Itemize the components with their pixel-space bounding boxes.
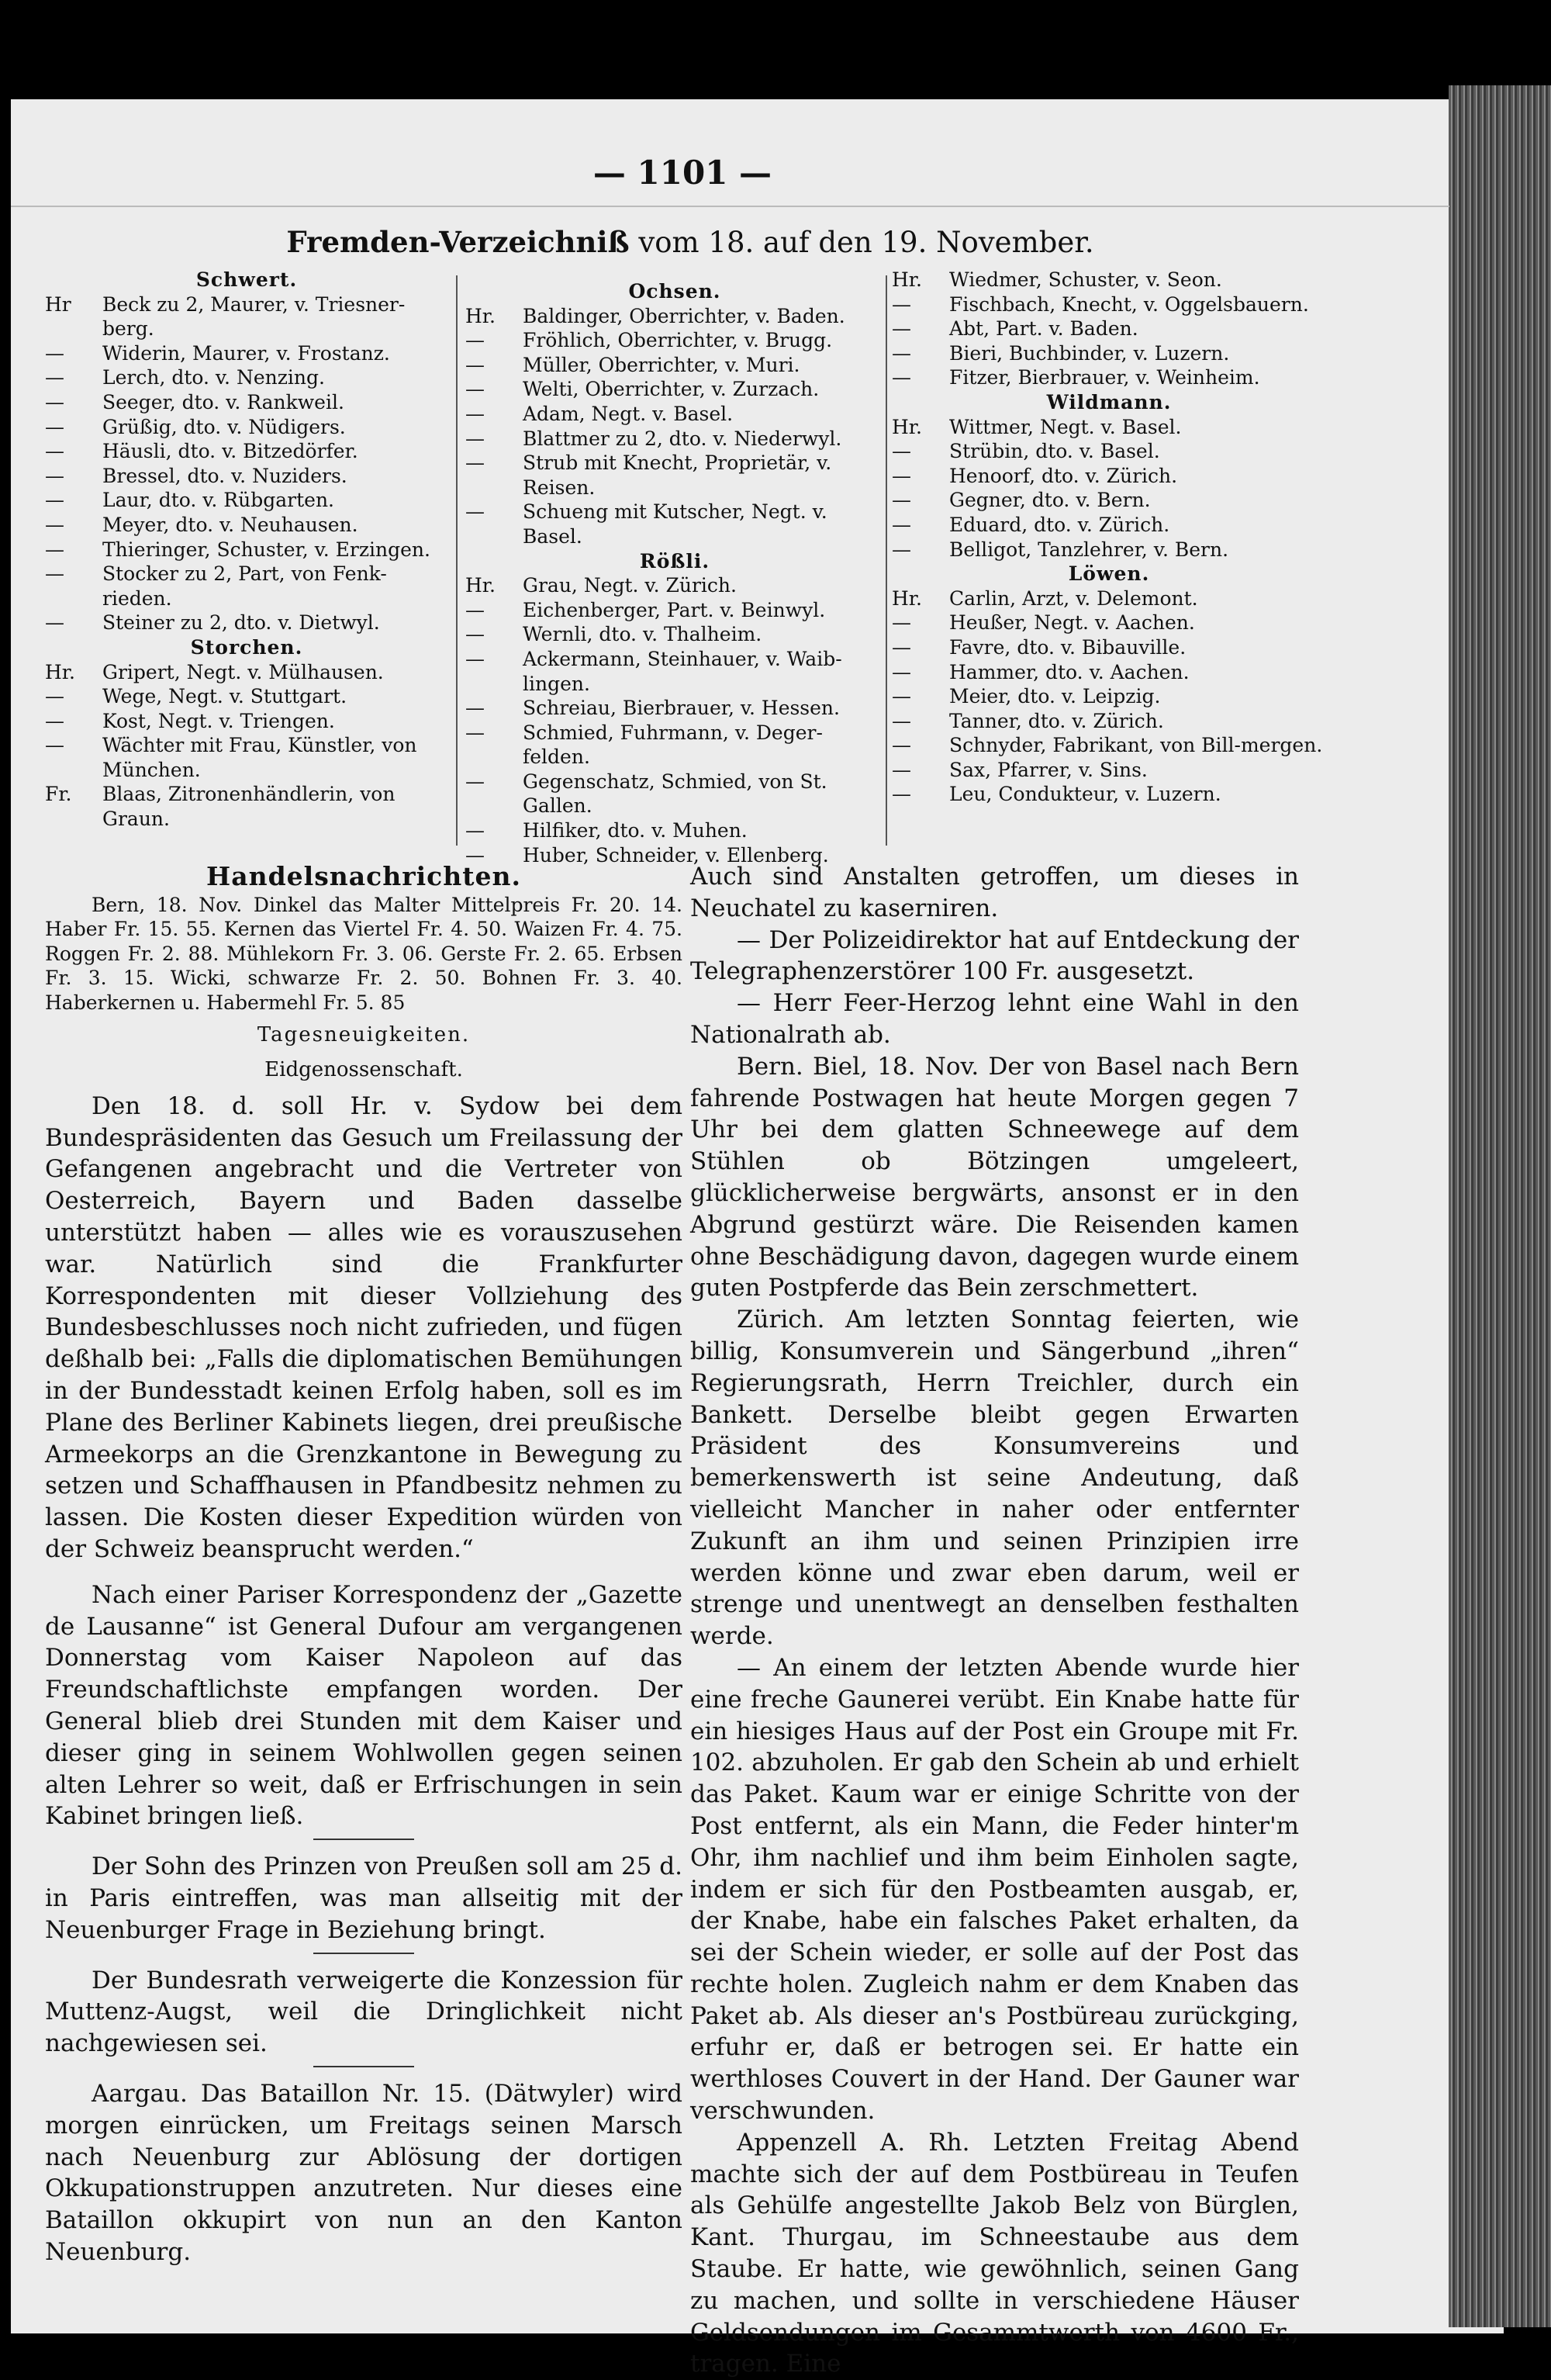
entry-prefix: Hr. [892,415,922,438]
entry-prefix: — [465,402,485,425]
entry-prefix: — [465,647,485,670]
entry-prefix: — [892,758,911,781]
guest-entry [465,377,884,402]
entry-prefix: — [892,292,911,316]
entry-prefix: — [465,451,485,475]
guest-entry [892,709,1326,734]
entry-text: Gegner, dto. v. Bern. [949,489,1151,512]
entry-prefix: — [45,685,64,708]
entry-prefix: — [892,660,911,683]
entry-prefix: — [465,697,485,720]
article-polizei: — Der Polizeidirektor hat auf Entdeckung der Telegraphenzerstörer 100 Fr. ausgesetzt. [690,925,1299,986]
entry-text: Wernli, dto. v. Thalheim. [523,623,762,646]
entry-prefix: — [892,611,911,635]
guest-entry [45,439,448,464]
guest-entry [892,268,1326,292]
guest-entry [45,341,448,366]
entry-text: Strub mit Knecht, Proprietär, v. Reisen. [523,451,832,499]
entry-prefix: Hr. [465,304,496,327]
entry-text: Widerin, Maurer, v. Frostanz. [102,341,390,365]
guest-entry [892,684,1326,709]
guest-entry [465,721,884,770]
entry-text: Favre, dto. v. Bibauville. [949,635,1187,659]
entry-text: Belligot, Tanzlehrer, v. Bern. [949,538,1229,561]
entry-text: Wege, Negt. v. Stuttgart. [102,685,347,708]
entry-prefix: — [892,341,911,365]
entry-text: Fischbach, Knecht, v. Oggelsbauern. [949,292,1309,316]
page-number: — 1101 — [592,154,772,192]
entry-prefix: — [45,440,64,463]
guest-entry [892,513,1326,538]
guest-entry [45,488,448,513]
register-column-3 [892,268,1326,807]
register-column-1 [45,268,448,832]
guest-entry [45,292,448,341]
guest-entry [465,427,884,451]
entry-text: Tanner, dto. v. Zürich. [949,709,1164,732]
entry-prefix: Hr. [45,660,75,683]
entry-prefix: — [892,709,911,732]
entry-text: Lerch, dto. v. Nenzing. [102,366,325,389]
entry-prefix: — [465,819,485,842]
entry-prefix: — [45,464,64,487]
entry-prefix: — [465,770,485,793]
entry-text: Schreiau, Bierbrauer, v. Hessen. [523,697,840,720]
guest-entry [892,464,1326,489]
header-shadow-line [11,206,1449,207]
article-appenzell: Appenzell A. Rh. Letzten Freitag Abend machte sich der auf dem Postbüreau in Teufen als Gehülfe angestellte Jakob Belz von Bürglen, Kant. Thurgau, im Schneestaube aus dem Staube. Er hatte, wie gewöhnlich, seinen Gang zu machen, und sollte in verschiedene Häuser Geldsendungen im Gesammtwerth von 4600 Fr., tragen. Eine [690,2128,1299,2378]
guest-entry [892,758,1326,783]
guest-entry [465,573,884,598]
guest-entry [45,709,448,734]
entry-text: Ackermann, Steinhauer, v. Waib-lingen. [523,647,842,695]
guest-entry [45,611,448,635]
entry-prefix: — [892,440,911,463]
guest-entry [892,733,1326,758]
guest-entry [892,611,1326,635]
book-spine [1449,85,1551,2327]
entry-prefix: — [465,623,485,646]
article-konzession: Der Bundesrath verweigerte die Konzession für Muttenz-Augst, weil die Dringlichkeit nicht nachgewiesen sei. [45,1966,682,2058]
guest-entry [465,500,884,548]
entry-text: Bieri, Buchbinder, v. Luzern. [949,341,1230,365]
entry-text: Thieringer, Schuster, v. Erzingen. [102,538,430,561]
entry-text: Hammer, dto. v. Aachen. [949,660,1190,683]
entry-prefix: — [465,353,485,376]
entry-text: Gegenschatz, Schmied, von St. Gallen. [523,770,827,818]
guest-entry [892,488,1326,513]
entry-text: Carlin, Arzt, v. Delemont. [949,586,1198,610]
entry-prefix: Hr. [892,268,922,291]
guest-entry [465,451,884,500]
entry-text: Blattmer zu 2, dto. v. Niederwyl. [523,427,842,450]
separator-rule [313,1839,414,1840]
entry-prefix: — [45,709,64,732]
guest-entry [45,684,448,709]
entry-prefix: — [45,538,64,561]
guest-entry [892,538,1326,562]
entry-text: Schnyder, Fabrikant, von Bill-mergen. [949,734,1323,757]
article-dufour: Nach einer Pariser Korrespondenz der „Gazette de Lausanne“ ist General Dufour am vergangenen Donnerstag vom Kaiser Napoleon auf das Freundschaftlichste empfangen worden. Der General blieb drei Stunden mit dem Kaiser und dieser ging in seinem Wohlwollen gegen seinen alten Lehrer so weit, daß er Erfrischungen in sein Kabinet bringen ließ. [45,1580,682,1831]
entry-text: Henoorf, dto. v. Zürich. [949,464,1178,487]
entry-text: Gripert, Negt. v. Mülhausen. [102,660,384,683]
entry-text: Meier, dto. v. Leipzig. [949,685,1161,708]
register-title-bold: Fremden-Verzeichniß [286,225,630,259]
article-biel: Bern. Biel, 18. Nov. Der von Basel nach Bern fahrende Postwagen hat heute Morgen gegen 7 Uhr bei dem glatten Schneewege auf dem Stühlen ob Bötzingen umgeleert, glücklicherweise bergwärts, ansonst er in den Abgrund gestürzt wäre. Die Reisenden kamen ohne Beschädigung davon, dagegen wurde einem guten Postpferde das Bein zerschmettert. [690,1052,1299,1302]
guest-entry [465,598,884,623]
entry-prefix: Hr. [892,586,922,610]
entry-text: Beck zu 2, Maurer, v. Triesner-berg. [102,292,406,341]
entry-prefix: — [465,843,485,867]
hotel-heading: Schwert. [195,268,298,291]
handel-prices: Bern, 18. Nov. Dinkel das Malter Mittelpreis Fr. 20. 14. Haber Fr. 15. 55. Kernen das Viertel Fr. 4. 50. Waizen Fr. 4. 75. Roggen Fr. 2. 88. Mühlekorn Fr. 3. 06. Gerste Fr. 2. 65. Erbsen Fr. 3. 15. Wicki, schwarze Fr. 2. 50. Bohnen Fr. 3. 40. Haberkernen u. Habermehl Fr. 5. 85 [45,893,682,1014]
entry-text: Welti, Oberrichter, v. Zurzach. [523,378,820,401]
entry-text: Schmied, Fuhrmann, v. Deger-felden. [523,721,823,769]
guest-entry [892,292,1326,317]
hotel-heading: Wildmann. [1046,390,1172,413]
guest-entry [892,635,1326,660]
guest-entry [45,733,448,782]
entry-prefix: — [45,489,64,512]
entry-text: Strübin, dto. v. Basel. [949,440,1160,463]
guest-entry [892,365,1326,390]
guest-entry [465,622,884,647]
guest-entry [892,782,1326,807]
guest-entry [45,390,448,415]
guest-entry [892,439,1326,464]
left-news-column [45,861,682,2268]
guest-entry [892,586,1326,611]
guest-entry [45,365,448,390]
entry-prefix: — [45,734,64,757]
article-aargau: Aargau. Das Bataillon Nr. 15. (Dätwyler) wird morgen einrücken, um Freitags seinen Marsch nach Neuenburg zur Ablösung der dortigen Okkupationstruppen anzutreten. Nur dieses eine Bataillon okkupirt von nun an den Kanton Neuenburg. [45,2080,682,2266]
register-title [225,225,1155,259]
entry-prefix: — [892,317,911,341]
entry-text: Meyer, dto. v. Neuhausen. [102,513,358,536]
entry-text: Steiner zu 2, dto. v. Dietwyl. [102,611,380,635]
guest-entry [892,415,1326,440]
guest-entry [892,660,1326,685]
entry-text: Müller, Oberrichter, v. Muri. [523,353,800,376]
entry-prefix: — [45,415,64,438]
entry-text: Abt, Part. v. Baden. [949,317,1138,341]
entry-prefix: — [892,513,911,536]
article-sydow: Den 18. d. soll Hr. v. Sydow bei dem Bundespräsidenten das Gesuch um Freilassung der Gefangenen angebracht und die Vertreter von Oesterreich, Bayern und Baden dasselbe unterstützt haben — alles wie es vorauszusehen war. Natürlich sind die Frankfurter Korrespondenten mit dieser Vollziehung des Bundesbeschlusses noch nicht zufrieden, und fügen deßhalb bei: „Falls die diplomatischen Bemühungen in der Bundesstadt keinen Erfolg haben, soll es im Plane des Berliner Kabinets liegen, drei preußische Armeekorps an die Grenzkantone in Bewegung zu setzen und Schaffhausen in Pfandbesitz nehmen zu lassen. Die Kosten dieser Expedition würden von der Schweiz beansprucht werden.“ [45,1091,682,1564]
entry-prefix: — [465,427,485,450]
entry-prefix: — [45,611,64,635]
entry-text: Sax, Pfarrer, v. Sins. [949,758,1148,781]
entry-prefix: — [45,366,64,389]
hotel-heading: Storchen. [190,635,303,659]
guest-entry [45,415,448,440]
entry-prefix: — [465,598,485,621]
guest-entry [465,770,884,818]
entry-text: Leu, Condukteur, v. Luzern. [949,783,1221,806]
register-title-rest: vom 18. auf den 19. November. [638,226,1094,259]
entry-prefix: — [892,489,911,512]
article-gaunerei: — An einem der letzten Abende wurde hier eine freche Gaunerei verübt. Ein Knabe hatte für ein hiesiges Haus auf der Post ein Groupe mit Fr. 102. abzuholen. Er gab den Schein ab und erhielt das Paket. Kaum war er einige Schritte von der Post entfernt, als ein Mann, die Feder hinter'm Ohr, ihm nachlief und ihm beim Einholen sagte, indem er sich für den Postbeamten ausgab, er, der Knabe, habe ein falsches Paket erhalten, da sei der Schein wieder, er solle auf der Post das rechte holen. Zugleich nahm er dem Knaben das Paket ab. Als dieser an's Postbüreau zurückging, erfuhr er, daß er betrogen sei. Er hatte ein werthloses Couvert in der Hand. Der Gauner war verschwunden. [690,1653,1299,2126]
column-divider [886,275,887,846]
guest-entry [465,647,884,696]
entry-text: Bressel, dto. v. Nuziders. [102,464,347,487]
column-divider [456,275,458,846]
hotel-heading: Ochsen. [628,280,721,303]
entry-text: Blaas, Zitronenhändlerin, von Graun. [102,783,396,831]
entry-prefix: Fr. [45,783,72,806]
article-zuerich: Zürich. Am letzten Sonntag feierten, wie billig, Konsumverein und Sängerbund „ihren“ Regierungsrath, Herrn Treichler, durch ein Bankett. Derselbe bleibt gegen Erwarten Präsident des Konsumvereins und bemerkenswerth ist seine Andeutung, daß vielleicht Mancher in naher oder entfernter Zukunft an ihm und seinen Prinzipien irre werden könne und zwar eben darum, weil er strenge und unentwegt an denselben festhalten werde. [690,1306,1299,1651]
handel-heading: Handelsnachrichten. [206,861,521,891]
entry-text: Häusli, dto. v. Bitzedörfer. [102,440,358,463]
guest-entry [45,660,448,685]
right-news-column [690,861,1299,2380]
entry-text: Fitzer, Bierbrauer, v. Weinheim. [949,366,1260,389]
entry-prefix: — [892,635,911,659]
entry-prefix: — [465,721,485,744]
guest-entry [45,538,448,562]
hotel-heading: Löwen. [1068,562,1150,586]
entry-prefix: Hr. [465,574,496,597]
hotel-heading: Rößli. [639,549,710,573]
entry-text: Heußer, Negt. v. Aachen. [949,611,1195,635]
entry-text: Hilfiker, dto. v. Muhen. [523,819,748,842]
entry-prefix: — [465,500,485,524]
entry-prefix: — [892,464,911,487]
register-column-2 [465,279,884,867]
entry-text: Laur, dto. v. Rübgarten. [102,489,334,512]
entry-prefix: — [45,341,64,365]
guest-entry [45,513,448,538]
entry-text: Wächter mit Frau, Künstler, von München. [102,734,417,781]
entry-prefix: — [45,562,64,586]
entry-text: Grau, Negt. v. Zürich. [523,574,737,597]
entry-text: Wittmer, Negt. v. Basel. [949,415,1182,438]
guest-entry [465,818,884,843]
entry-prefix: — [892,734,911,757]
entry-prefix: Hr [45,292,71,316]
separator-rule [313,1953,414,1954]
entry-text: Grüßig, dto. v. Nüdigers. [102,415,346,438]
entry-text: Huber, Schneider, v. Ellenberg. [523,843,829,867]
entry-text: Eichenberger, Part. v. Beinwyl. [523,598,826,621]
guest-entry [45,562,448,611]
entry-text: Baldinger, Oberrichter, v. Baden. [523,304,845,327]
entry-prefix: — [465,378,485,401]
entry-text: Adam, Negt. v. Basel. [523,402,734,425]
guest-entry [465,402,884,427]
tages-heading: Tagesneuigkeiten. [257,1023,471,1047]
entry-text: Seeger, dto. v. Rankweil. [102,390,344,413]
guest-entry [465,696,884,721]
eidg-heading: Eidgenossenschaft. [264,1058,463,1082]
entry-text: Wiedmer, Schuster, v. Seon. [949,268,1222,291]
entry-prefix: — [892,783,911,806]
guest-entry [465,328,884,353]
entry-prefix: — [892,366,911,389]
entry-prefix: — [45,513,64,536]
entry-text: Schueng mit Kutscher, Negt. v. Basel. [523,500,827,548]
guest-entry [465,353,884,378]
article-feer-herzog: — Herr Feer-Herzog lehnt eine Wahl in den Nationalrath ab. [690,989,1299,1049]
guest-entry [892,341,1326,366]
entry-text: Kost, Negt. v. Triengen. [102,709,335,732]
entry-prefix: — [45,390,64,413]
article-neuchatel: Auch sind Anstalten getroffen, um dieses in Neuchatel zu kaserniren. [690,863,1299,922]
guest-entry [465,304,884,329]
entry-text: Stocker zu 2, Part, von Fenk-rieden. [102,562,387,610]
entry-text: Eduard, dto. v. Zürich. [949,513,1170,536]
entry-prefix: — [892,538,911,561]
entry-text: Fröhlich, Oberrichter, v. Brugg. [523,329,833,352]
entry-prefix: — [892,685,911,708]
separator-rule [313,2066,414,2067]
guest-entry [892,317,1326,341]
guest-entry [45,782,448,831]
entry-prefix: — [465,329,485,352]
article-prinz: Der Sohn des Prinzen von Preußen soll am 25 d. in Paris eintreffen, was man allseitig mit der Neuenburger Frage in Beziehung bringt. [45,1852,682,1944]
guest-entry [45,464,448,489]
